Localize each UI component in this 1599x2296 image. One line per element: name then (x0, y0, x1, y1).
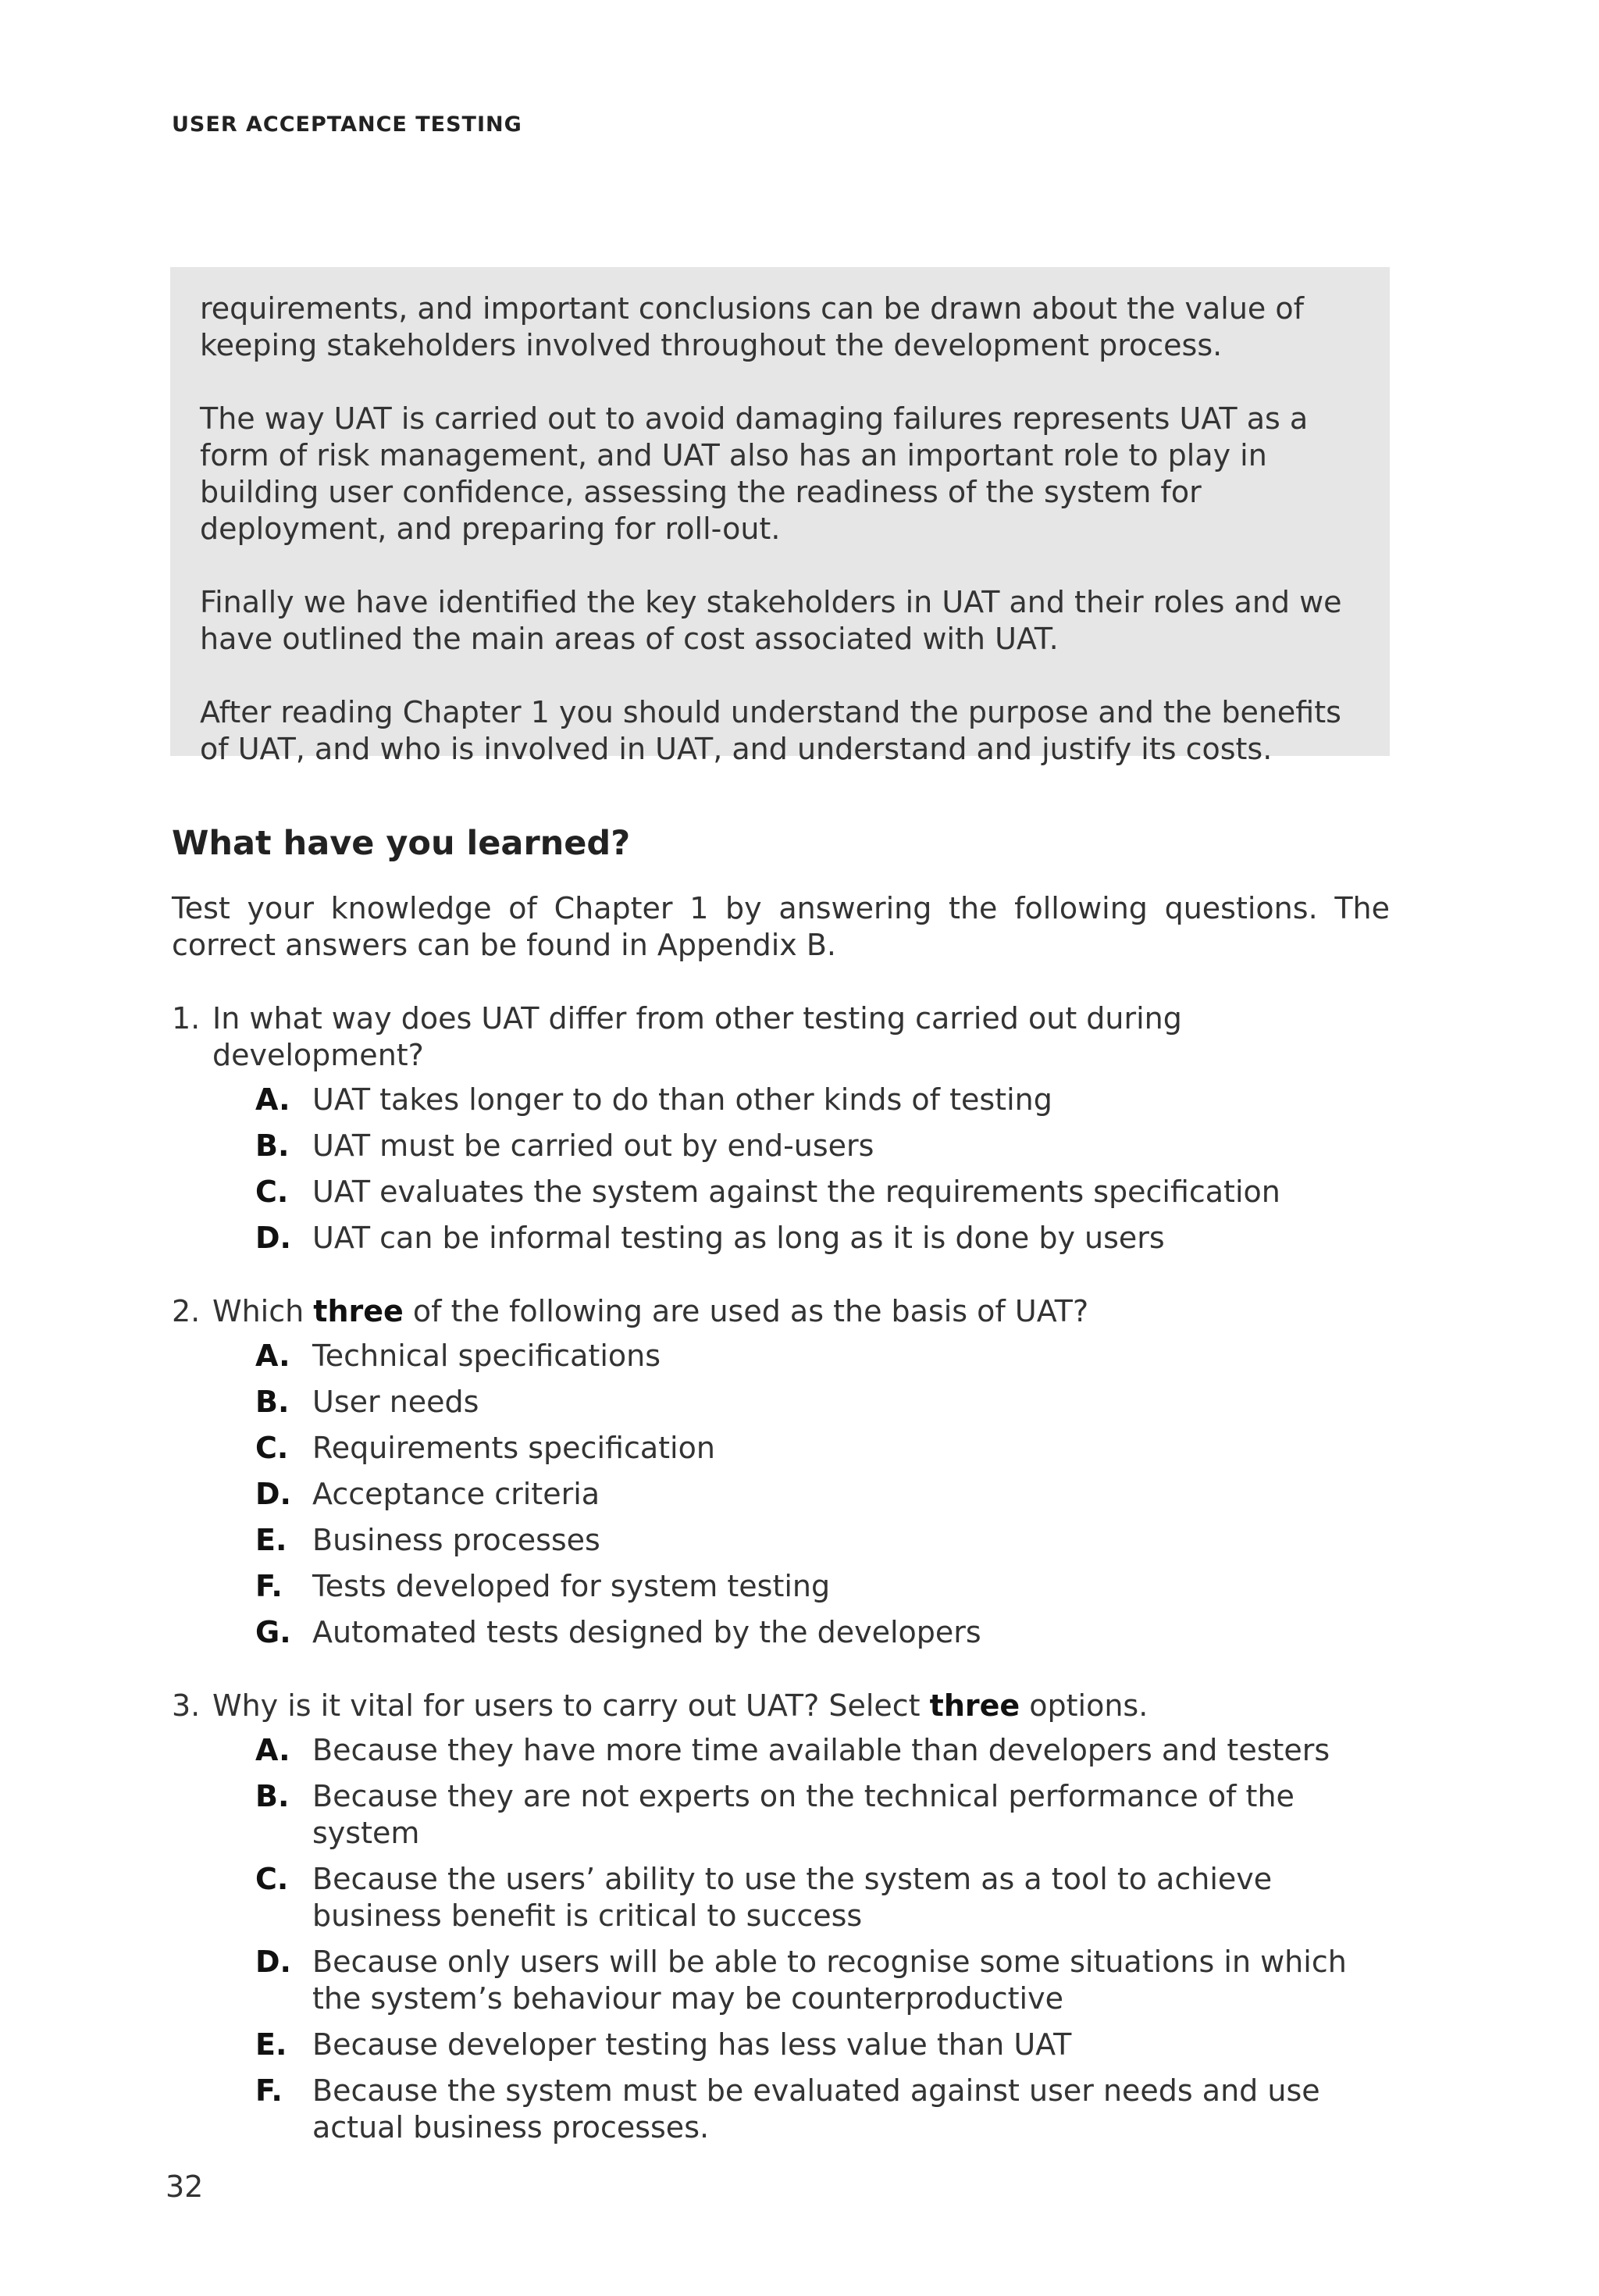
option-text: Because the users’ ability to use the system as a tool to achieve business benefit is critical to success (312, 1862, 1273, 1933)
option-letter: F. (255, 2073, 283, 2108)
option-letter: C. (255, 1431, 289, 1465)
option-text: Because only users will be able to recognise some situations in which the system’s behaviour may be counterproductive (312, 1945, 1347, 2016)
option-text: Business processes (312, 1523, 600, 1557)
question-emphasis: three (313, 1294, 404, 1328)
question-1 (172, 1000, 1390, 1257)
option-text: UAT can be informal testing as long as it is done by users (312, 1221, 1165, 1255)
running-head: USER ACCEPTANCE TESTING (172, 112, 522, 137)
question-text: Which three of the following are used as the basis of UAT? (212, 1294, 1089, 1328)
option-list (172, 1732, 1390, 2146)
option-letter: D. (255, 1477, 291, 1511)
question-number: 1. (172, 1001, 201, 1036)
summary-paragraph: The way UAT is carried out to avoid damaging failures represents UAT as a form of risk management, and UAT also has an important role to play in building user confidence, assessing the readiness of the system for deployment, and preparing for roll-out. (200, 401, 1309, 546)
option-text: Tests developed for system testing (312, 1569, 831, 1603)
option-text: Acceptance criteria (312, 1477, 600, 1511)
option-text: UAT must be carried out by end-users (312, 1128, 874, 1163)
chapter-summary-box (170, 267, 1390, 766)
question-number: 2. (172, 1294, 201, 1328)
option-letter: G. (255, 1615, 291, 1649)
section-intro: Test your knowledge of Chapter 1 by answering the following questions. The correct answers can be found in Appendix B. (172, 891, 1390, 962)
question-number: 3. (172, 1688, 201, 1723)
question-text: Why is it vital for users to carry out UAT? Select three options. (212, 1688, 1149, 1723)
summary-paragraph: After reading Chapter 1 you should understand the purpose and the benefits of UAT, and who is involved in UAT, and understand and justify its costs. (200, 695, 1341, 766)
question-3 (172, 1688, 1390, 2146)
question-emphasis: three (929, 1688, 1020, 1723)
question-text: In what way does UAT differ from other testing carried out during development? (212, 1001, 1182, 1072)
page-number: 32 (166, 2169, 204, 2204)
option-text: User needs (312, 1385, 479, 1419)
option-c (255, 1861, 1390, 1934)
option-text: UAT evaluates the system against the requirements specification (312, 1175, 1280, 1209)
option-letter: D. (255, 1945, 291, 1979)
option-e (255, 2027, 1390, 2063)
summary-paragraph: requirements, and important conclusions can be drawn about the value of keeping stakeholders involved throughout the development process. (200, 291, 1304, 362)
option-b (255, 1384, 1390, 1421)
option-b (255, 1128, 1390, 1164)
option-c (255, 1430, 1390, 1467)
option-letter: A. (255, 1339, 290, 1373)
option-text: Because developer testing has less value than UAT (312, 2027, 1072, 2062)
option-text: Requirements specification (312, 1431, 715, 1465)
option-text: Technical specifications (312, 1339, 661, 1373)
option-text: Automated tests designed by the developers (312, 1615, 981, 1649)
option-letter: B. (255, 1385, 290, 1419)
option-text: Because they have more time available than developers and testers (312, 1733, 1330, 1767)
option-list (172, 1338, 1390, 1651)
option-text: UAT takes longer to do than other kinds of testing (312, 1082, 1052, 1117)
option-letter: A. (255, 1082, 290, 1117)
option-letter: B. (255, 1128, 290, 1163)
option-b (255, 1778, 1390, 1852)
option-letter: D. (255, 1221, 291, 1255)
option-text: Because they are not experts on the technical performance of the system (312, 1779, 1295, 1850)
option-f (255, 1568, 1390, 1605)
option-letter: F. (255, 1569, 283, 1603)
option-letter: E. (255, 1523, 287, 1557)
option-d (255, 1944, 1390, 2017)
option-letter: B. (255, 1779, 290, 1813)
option-letter: A. (255, 1733, 290, 1767)
option-a (255, 1732, 1390, 1769)
option-e (255, 1522, 1390, 1559)
summary-paragraph: Finally we have identified the key stakeholders in UAT and their roles and we have outlined the main areas of cost associated with UAT. (200, 585, 1342, 656)
section-heading: What have you learned? (172, 824, 631, 863)
question-2 (172, 1293, 1390, 1651)
option-f (255, 2073, 1390, 2146)
main-content (172, 820, 1390, 2155)
option-a (255, 1082, 1390, 1118)
option-text: Because the system must be evaluated against user needs and use actual business processes. (312, 2073, 1320, 2144)
option-letter: E. (255, 2027, 287, 2062)
option-letter: C. (255, 1862, 289, 1896)
option-letter: C. (255, 1175, 289, 1209)
option-c (255, 1174, 1390, 1210)
option-d (255, 1220, 1390, 1257)
option-d (255, 1476, 1390, 1513)
option-g (255, 1614, 1390, 1651)
option-list (172, 1082, 1390, 1257)
option-a (255, 1338, 1390, 1374)
